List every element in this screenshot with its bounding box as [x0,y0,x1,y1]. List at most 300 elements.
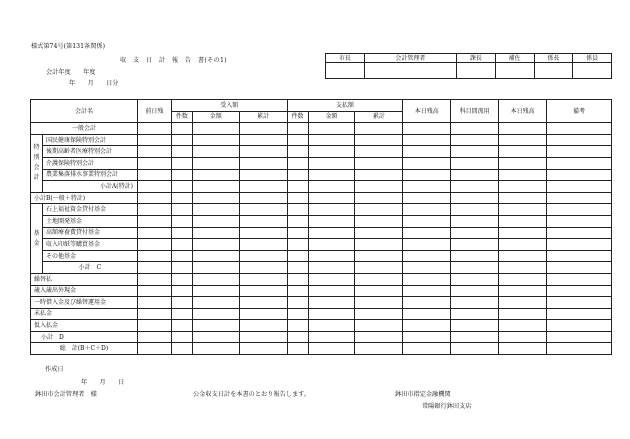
table-cell [137,285,171,297]
table-row [31,169,612,181]
table-cell [451,204,499,216]
table-cell [287,157,308,169]
header-payment-count: 件数 [287,111,308,123]
table-cell [137,297,171,309]
table-cell [308,239,355,251]
created-label: 作成日 [45,366,64,373]
table-cell [192,308,239,320]
table-cell [499,343,547,355]
table-cell [355,285,403,297]
table-cell [499,134,547,146]
header-subject-transfer: 科目間流用 [451,100,499,123]
header-receipt-amount: 金額 [192,111,239,123]
table-cell [239,250,287,262]
table-cell [499,262,547,274]
table-cell [192,343,239,355]
table-cell [499,204,547,216]
table-cell [171,331,192,343]
row-label-special: 農業集落排水事業特別会計 [42,169,137,181]
approval-stamp-cell [573,63,612,79]
table-cell [403,297,451,309]
table-cell [287,146,308,158]
table-cell [137,308,171,320]
table-cell [171,169,192,181]
table-cell [287,297,308,309]
table-cell [355,262,403,274]
row-label-special: 後期高齢者医療特別会計 [42,146,137,158]
table-cell [192,204,239,216]
table-cell [192,157,239,169]
table-cell [403,239,451,251]
table-cell [287,331,308,343]
table-cell [239,181,287,193]
table-cell [192,239,239,251]
group-label-special: 特別会計 [31,134,43,192]
table-cell [287,227,308,239]
table-cell [308,157,355,169]
table-cell [137,331,171,343]
header-receipt-count: 件数 [171,111,192,123]
group-label-fund: 基金 [31,204,43,274]
table-cell [171,192,192,204]
table-row [31,262,612,274]
table-cell [355,146,403,158]
table-cell [239,262,287,274]
table-cell [403,262,451,274]
table-cell [451,239,499,251]
table-cell [403,157,451,169]
table-cell [547,123,612,135]
table-cell [239,227,287,239]
table-cell [547,343,612,355]
table-cell [403,227,451,239]
table-cell [355,123,403,135]
row-label-fund: 高額療養費貸付基金 [42,227,137,239]
table-cell [287,262,308,274]
table-row [31,157,612,169]
table-cell [451,146,499,158]
table-cell [308,169,355,181]
table-cell [355,169,403,181]
table-cell [171,227,192,239]
table-cell [547,285,612,297]
table-row [31,215,612,227]
table-cell [355,215,403,227]
table-cell [547,273,612,285]
table-row [31,308,612,320]
table-row [31,204,612,216]
row-label-special: 介護保険特別会計 [42,157,137,169]
table-cell [192,331,239,343]
table-cell [287,123,308,135]
table-cell [451,320,499,332]
table-row [31,239,612,251]
row-label-other: 繰替払 [31,273,138,285]
table-cell [137,215,171,227]
row-label-fund: 土地開発基金 [42,215,137,227]
table-cell [451,250,499,262]
table-cell [547,250,612,262]
form-number: 様式第74号(第131条関係) [31,43,106,50]
approval-col-staff: 係員 [573,54,612,63]
table-cell [171,157,192,169]
table-cell [287,215,308,227]
table-cell [137,192,171,204]
header-today-balance-2: 本日残高 [499,100,547,123]
table-cell [499,227,547,239]
institution-label: 鉢田市指定金融機関 [395,391,451,398]
table-cell [192,262,239,274]
table-cell [192,227,239,239]
table-cell [171,181,192,193]
approval-col-assistant: 補佐 [495,54,534,63]
row-label-fund: 収入印紙等購買基金 [42,239,137,251]
table-row [31,181,612,193]
table-cell [308,215,355,227]
table-cell [171,273,192,285]
table-cell [403,204,451,216]
table-cell [171,343,192,355]
table-cell [308,331,355,343]
table-cell [171,239,192,251]
table-cell [171,146,192,158]
table-cell [308,146,355,158]
table-cell [355,239,403,251]
approval-stamp-cell [534,63,573,79]
table-cell [171,297,192,309]
table-cell [137,239,171,251]
table-cell [171,123,192,135]
table-cell [239,215,287,227]
document-title: 収 支 日 計 報 告 書(その1) [120,57,227,64]
table-cell [403,285,451,297]
table-cell [137,123,171,135]
table-cell [239,308,287,320]
table-cell [171,134,192,146]
row-label-other: 一時借入金及び繰替運用金 [31,297,138,309]
table-cell [287,169,308,181]
row-label-fund: その他基金 [42,250,137,262]
header-account-name: 会計名 [31,100,138,123]
header-receipt-cumulative: 累計 [239,111,287,123]
table-cell [451,297,499,309]
table-row [31,273,612,285]
table-cell [547,262,612,274]
table-cell [547,169,612,181]
approval-stamp-cell [364,63,456,79]
table-row [31,146,612,158]
table-cell [403,134,451,146]
table-cell [137,320,171,332]
table-cell [451,273,499,285]
table-cell [403,250,451,262]
table-cell [451,285,499,297]
table-cell [287,320,308,332]
table-cell [137,262,171,274]
created-date: 年 月 日 [81,379,125,386]
table-cell [499,181,547,193]
row-label-general: 一般会計 [31,123,138,135]
table-cell [451,262,499,274]
table-cell [451,157,499,169]
table-cell [403,192,451,204]
approval-stamp-cell [457,63,496,79]
table-cell [192,169,239,181]
table-cell [192,146,239,158]
table-cell [308,123,355,135]
header-prev-balance: 前日残 [137,100,171,123]
table-cell [451,123,499,135]
table-cell [137,250,171,262]
table-row [31,285,612,297]
table-cell [308,134,355,146]
table-cell [192,297,239,309]
table-cell [239,192,287,204]
addressee: 鉢田市会計管理者 様 [35,391,97,398]
table-cell [451,215,499,227]
table-cell [451,331,499,343]
table-cell [308,250,355,262]
table-cell [137,343,171,355]
row-label-subtotal-b: 小計B(一般＋特計) [31,192,138,204]
table-cell [308,308,355,320]
table-row [31,320,612,332]
table-cell [239,273,287,285]
table-cell [403,169,451,181]
table-cell [499,157,547,169]
table-cell [239,204,287,216]
table-cell [547,134,612,146]
table-cell [355,181,403,193]
table-cell [403,331,451,343]
approval-stamp-cell [495,63,534,79]
table-cell [308,227,355,239]
table-cell [171,320,192,332]
table-cell [308,273,355,285]
header-payments: 支払額 [287,100,403,112]
row-label-special: 国民健康保険特別会計 [42,134,137,146]
table-cell [499,331,547,343]
row-label-other: 仮入払金 [31,320,138,332]
table-cell [171,250,192,262]
row-label-subtotal-d: 小計 D [31,331,138,343]
row-label-other: 歳入歳出外現金 [31,285,138,297]
table-cell [287,285,308,297]
table-cell [171,285,192,297]
table-cell [192,285,239,297]
table-cell [287,308,308,320]
table-cell [239,297,287,309]
table-cell [355,157,403,169]
table-cell [355,204,403,216]
table-cell [403,215,451,227]
table-cell [308,204,355,216]
table-cell [171,262,192,274]
table-cell [287,273,308,285]
table-cell [403,343,451,355]
table-cell [547,320,612,332]
table-cell [192,250,239,262]
table-cell [451,134,499,146]
table-cell [287,134,308,146]
table-cell [192,181,239,193]
table-row [31,134,612,146]
approval-col-section-chief: 課長 [457,54,496,63]
bank-name: 常陽銀行鉢田支店 [422,403,472,410]
table-cell [239,331,287,343]
row-label-total: 総 計(B＋C＋D) [31,343,138,355]
table-cell [192,123,239,135]
table-row [31,123,612,135]
row-label-subtotal-a: 小計A(特計) [42,181,137,193]
table-cell [239,157,287,169]
table-cell [192,134,239,146]
table-row [31,250,612,262]
table-cell [547,192,612,204]
table-cell [287,239,308,251]
table-cell [499,273,547,285]
table-cell [355,227,403,239]
table-cell [308,343,355,355]
table-cell [239,169,287,181]
table-cell [308,320,355,332]
table-cell [239,123,287,135]
table-cell [137,157,171,169]
table-cell [547,308,612,320]
table-cell [355,297,403,309]
table-cell [355,320,403,332]
table-cell [171,308,192,320]
table-row [31,192,612,204]
table-cell [287,250,308,262]
table-cell [355,250,403,262]
table-row [31,343,612,355]
table-cell [499,215,547,227]
table-cell [308,285,355,297]
table-cell [137,146,171,158]
table-cell [192,320,239,332]
table-cell [499,285,547,297]
table-cell [355,134,403,146]
table-cell [547,204,612,216]
table-cell [192,192,239,204]
table-cell [451,192,499,204]
table-cell [137,181,171,193]
table-cell [499,250,547,262]
table-cell [547,215,612,227]
table-cell [192,215,239,227]
report-statement: 公金収支日計を本書のとおり報告します。 [193,391,311,398]
table-cell [355,273,403,285]
approval-col-accountant: 会計管理者 [364,54,456,63]
table-row [31,331,612,343]
table-cell [355,192,403,204]
header-remarks: 備考 [547,100,612,123]
table-cell [171,204,192,216]
table-cell [451,343,499,355]
table-cell [287,204,308,216]
table-cell [137,204,171,216]
table-cell [355,308,403,320]
table-cell [287,181,308,193]
table-cell [403,146,451,158]
table-cell [403,123,451,135]
table-cell [171,215,192,227]
row-label-subtotal-c: 小計 C [42,262,137,274]
table-cell [308,297,355,309]
table-cell [355,331,403,343]
table-cell [403,320,451,332]
table-cell [239,320,287,332]
table-row [31,297,612,309]
table-cell [287,343,308,355]
table-cell [137,273,171,285]
table-cell [355,343,403,355]
table-cell [547,331,612,343]
table-cell [499,297,547,309]
table-cell [192,273,239,285]
table-cell [499,169,547,181]
table-cell [499,320,547,332]
table-cell [239,134,287,146]
table-cell [451,227,499,239]
table-cell [403,273,451,285]
header-payment-amount: 金額 [308,111,355,123]
table-cell [403,308,451,320]
table-cell [239,239,287,251]
table-cell [451,181,499,193]
report-date-label: 年 月 日分 [69,80,119,87]
table-cell [287,192,308,204]
row-label-fund: 石上福祉資金貸付基金 [42,204,137,216]
table-cell [403,181,451,193]
table-cell [547,157,612,169]
table-cell [547,227,612,239]
table-cell [239,343,287,355]
table-row [31,227,612,239]
table-cell [239,146,287,158]
table-cell [547,181,612,193]
table-cell [499,239,547,251]
table-cell [137,134,171,146]
approval-stamp-cell [326,63,365,79]
approval-stamp-table [325,53,612,79]
table-cell [547,146,612,158]
table-cell [137,227,171,239]
header-payment-cumulative: 累計 [355,111,403,123]
table-cell [499,146,547,158]
header-today-balance: 本日残高 [403,100,451,123]
table-cell [308,262,355,274]
table-cell [308,181,355,193]
header-receipts: 受入額 [171,100,287,112]
table-cell [499,123,547,135]
daily-balance-table [30,99,612,355]
row-label-other: 未払金 [31,308,138,320]
table-cell [137,169,171,181]
table-cell [547,297,612,309]
approval-col-unit-chief: 係長 [534,54,573,63]
table-cell [547,239,612,251]
table-cell [308,192,355,204]
table-cell [451,169,499,181]
fiscal-year-label: 会計年度 年度 [46,69,96,76]
table-cell [239,285,287,297]
approval-col-mayor: 市長 [326,54,365,63]
table-cell [499,192,547,204]
table-cell [499,308,547,320]
table-cell [451,308,499,320]
